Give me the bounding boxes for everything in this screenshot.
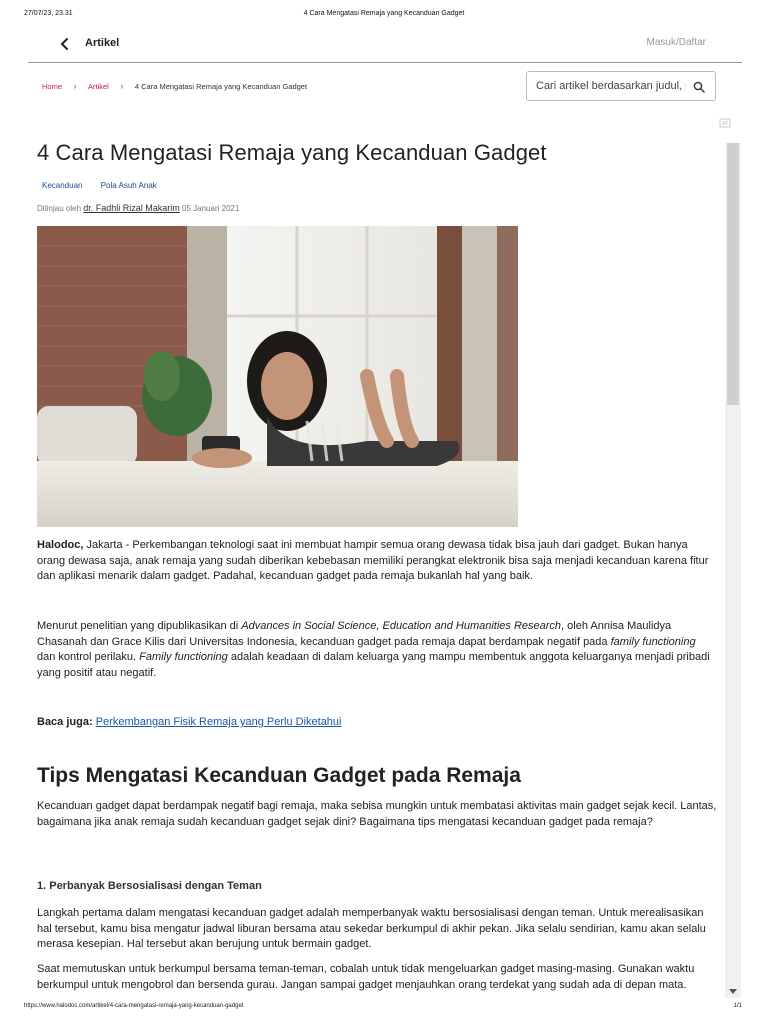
scroll-down-icon[interactable] xyxy=(729,989,737,994)
search-box[interactable] xyxy=(526,71,716,101)
see-also-link[interactable]: Perkembangan Fisik Remaja yang Perlu Diketahui xyxy=(95,716,342,728)
page-number: 1/1 xyxy=(733,1003,742,1009)
print-title: 4 Cara Mengatasi Remaja yang Kecanduan Gadget xyxy=(303,10,465,17)
search-input[interactable] xyxy=(536,78,686,94)
search-icon[interactable] xyxy=(693,80,705,92)
research-text-c: dan kontrol perilaku. xyxy=(37,651,140,663)
reviewed-prefix: Ditinjau oleh xyxy=(37,204,82,213)
breadcrumb-current: 4 Cara Mengatasi Remaja yang Kecanduan Gadget xyxy=(134,81,308,91)
reviewed-by xyxy=(37,203,239,213)
print-url: https://www.halodoc.com/artikel/4-cara-mengatasi-remaja-yang-kecanduan-gadget xyxy=(24,1003,244,1009)
research-text-d: adalah keadaan di dalam keluarga yang mampu membentuk anggota keluarganya menjadi pribadi yang positif atau negatif. xyxy=(37,651,710,679)
login-register-link[interactable]: Masuk/Daftar xyxy=(646,37,706,48)
paragraph-gather: Saat memutuskan untuk berkumpul bersama teman-teman, cobalah untuk tidak mengeluarkan gadget masing-masing. Gunakan waktu berkumpul untuk mengobrol dan bersenda gurau. Jangan sampai gadget menjauhkan orang terdekat yang sudah ada di depan mata. xyxy=(37,963,695,991)
intro-text: Jakarta - Perkembangan teknologi saat ini membuat hampir semua orang dewasa tidak bisa jauh dari gadget. Bukan hanya orang dewasa saja, anak remaja yang sudah diberikan kebebasan memiliki perangkat elektronik bisa saja menjadi kecanduan karena fitur dan aplikasi menarik dalam gadget. Padahal, kecanduan gadget pada remaja bukanlah hal yang baik. xyxy=(37,539,709,582)
share-icon[interactable] xyxy=(718,116,732,130)
tag-kecanduan[interactable]: Kecanduan xyxy=(42,181,83,190)
breadcrumb-home[interactable]: Home xyxy=(42,81,63,91)
paragraph-research xyxy=(37,619,717,681)
research-text-a: Menurut penelitian yang dipublikasikan di xyxy=(37,620,242,632)
scrollbar-thumb[interactable] xyxy=(727,143,739,405)
tag-pola-asuh-anak[interactable]: Pola Asuh Anak xyxy=(100,181,157,190)
scrollbar[interactable] xyxy=(725,143,741,998)
research-text-b: , oleh Annisa Maulidya Chasanah dan Grace Kilis dari Universitas Indonesia, kecanduan gadget pada remaja dapat berdampak negatif pada xyxy=(37,620,672,648)
paragraph-socialize: Langkah pertama dalam mengatasi kecanduan gadget adalah memperbanyak waktu bersosialisasi dengan teman. Untuk merealisasikan hal tersebut, kamu bisa mengatur jadwal liburan bersama atau sekedar berkumpul di akhir pekan. Jika selalu sendirian, kamu akan selalu merasa kesepian. Hal tersebut akan berujung untuk bermain gadget. xyxy=(37,907,706,950)
hero-image xyxy=(37,226,518,527)
see-also-label: Baca juga: xyxy=(37,716,93,728)
source-label: Halodoc, xyxy=(37,539,84,551)
top-bar xyxy=(28,28,742,60)
breadcrumb-section[interactable]: Artikel xyxy=(88,81,109,91)
section-heading: Tips Mengatasi Kecanduan Gadget pada Remaja xyxy=(37,764,521,787)
paragraph-intro xyxy=(37,538,717,585)
chevron-right-icon: › xyxy=(73,81,77,91)
journal-name: Advances in Social Science, Education and Humanities Research xyxy=(241,620,562,632)
section-title: Artikel xyxy=(85,37,120,49)
term-family-functioning: family functioning xyxy=(610,635,696,648)
reviewer-link[interactable]: dr. Fadhli Rizal Makarim xyxy=(83,203,180,213)
print-header xyxy=(0,10,768,22)
article-tags xyxy=(42,181,173,190)
breadcrumb xyxy=(42,81,307,91)
header-divider xyxy=(28,62,742,63)
print-date: 27/07/23, 23.31 xyxy=(24,10,73,17)
see-also xyxy=(37,715,717,731)
subheading-1: 1. Perbanyak Bersosialisasi dengan Teman xyxy=(37,880,262,892)
article-title: 4 Cara Mengatasi Remaja yang Kecanduan Gadget xyxy=(37,140,547,165)
publish-date: 05 Januari 2021 xyxy=(182,204,240,213)
chevron-right-icon: › xyxy=(120,81,124,91)
paragraph-tips-intro: Kecanduan gadget dapat berdampak negatif bagi remaja, maka sebisa mungkin untuk membatasi aktivitas main gadget sejak kecil. Lantas, bagaimana jika anak remaja sudah kecanduan gadget sejak dini? Bagaimana tips mengatasi kecanduan gadget pada remaja? xyxy=(37,800,717,828)
back-arrow-icon[interactable] xyxy=(58,34,72,54)
term-family-functioning-2: Family functioning xyxy=(139,651,228,663)
